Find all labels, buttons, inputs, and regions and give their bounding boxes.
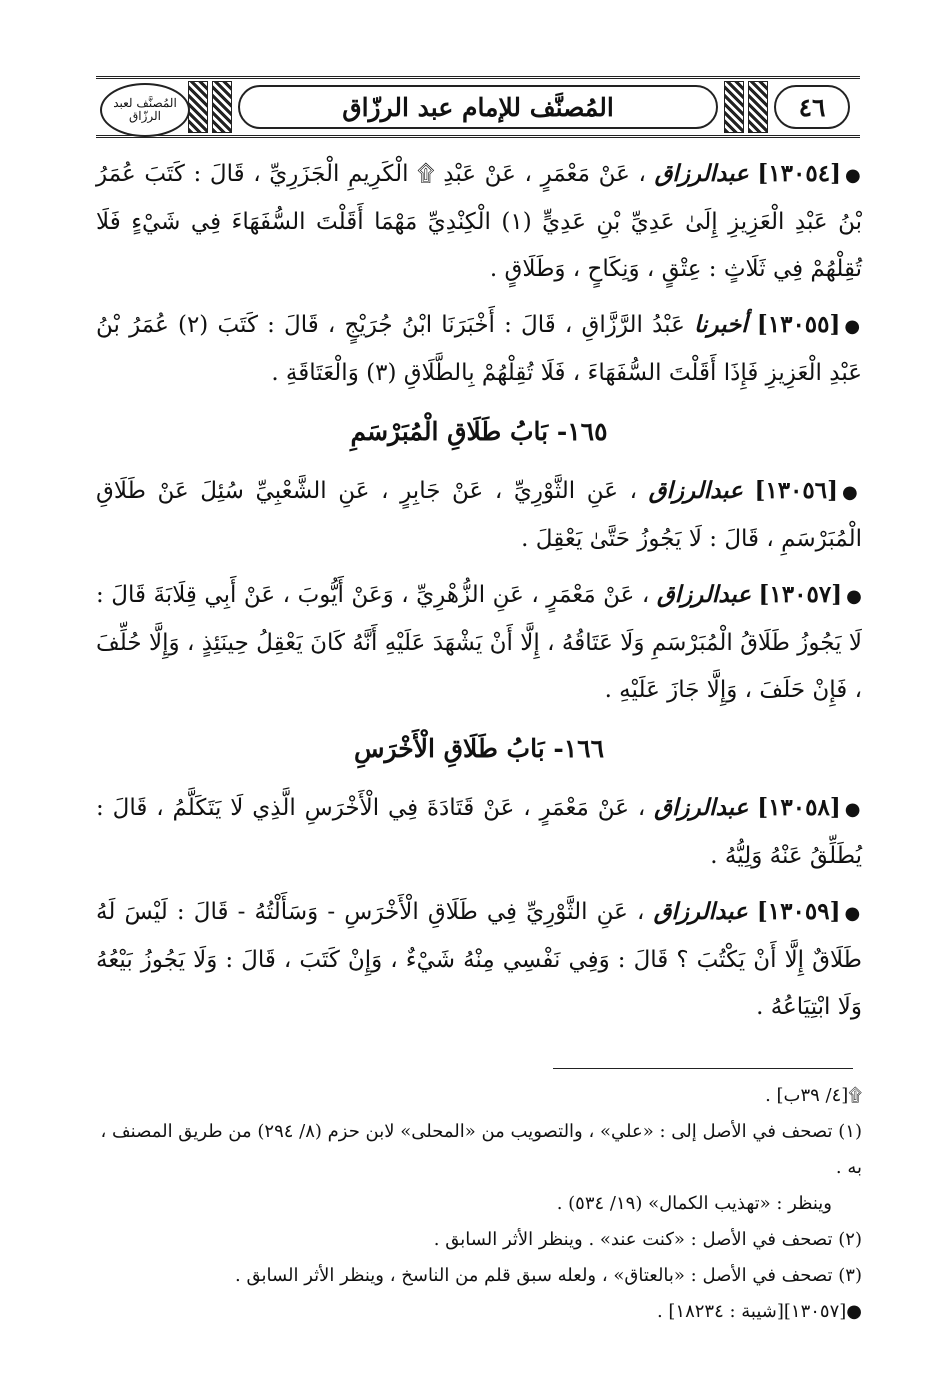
footnotes [96,1078,862,1330]
footnote-2: (٢) تصحف في الأصل : «كنت عند» . وينظر الأثر السابق . [433,1229,862,1250]
hadith-id: [١٣٠٥٩] [756,898,841,925]
hadith-source: عبدالرزاق [648,477,743,504]
hadith-entry [96,888,862,1031]
hadith-source: عبدالرزاق [654,160,749,187]
page-number: ٤٦ [798,92,826,122]
hadith-source: عبدالرزاق [656,581,752,608]
chapter-heading-166: ١٦٦- بَابُ طَلَاقِ الْأَخْرَسِ [353,734,605,763]
bullet-icon: ● [844,903,863,924]
page-number-cartouche [774,85,850,129]
bullet-icon: ● [844,799,863,820]
hadith-entry [96,784,862,880]
cross-reference: ●[١٣٠٥٧][شيبة : ١٨٢٣٤] . [656,1301,862,1322]
hadith-id: [١٣٠٥٧] [758,581,843,608]
hadith-source: عبدالرزاق [654,794,749,821]
bullet-icon: ● [842,482,863,503]
hadith-source: عبدالرزاق [653,898,748,925]
hadith-source: أخبرنا [694,311,748,338]
chapter-heading-165: ١٦٥- بَابُ طَلَاقِ الْمُبَرْسَمِ [350,417,608,446]
hadith-entry [96,571,862,714]
emblem-text: المُصنَّف لعبد الرزّاق [113,96,177,123]
footnote-3: (٣) تصحف في الأصل : «بالعتاق» ، ولعله سبق قلم من الناسخ ، وينظر الأثر السابق . [235,1265,862,1286]
ornament-left-2 [212,81,232,133]
folio-note: ۩[٤/ ٣٩ب] . [765,1085,862,1106]
book-emblem [100,83,190,137]
hadith-text: ، عَنْ مَعْمَرٍ ، عَنْ عَبْدِ ۩ الْكَرِيمِ الْجَزَرِيِّ ، قَالَ : كَتَبَ عُمَرُ بْنُ عَبْدِ الْعَزِيزِ إِلَىٰ عَدِيِّ بْنِ عَدِيٍّ (١) الْكِنْدِيِّ مَهْمَا أَقَلْتَ السُّفَهَاءَ فِي شَيْءٍ فَلَا تُقِلْهُمْ فِي ثَلَاثٍ : عِتْقٍ ، وَنِكَاحٍ ، وَطَلَاقٍ . [96,161,862,282]
hadith-id: [١٣٠٥٦] [754,477,839,504]
hadith-text: عَبْدُ الرَّزَّاقِ ، قَالَ : أَخْبَرَنَا ابْنُ جُرَيْجٍ ، قَالَ : كَتَبَ (٢) عُمَرُ بْنُ عَبْدِ الْعَزِيزِ فَإِذَا أَقَلْتَ السُّفَهَاءَ ، فَلَا تُقِلْهُمْ بِالطَّلَاقِ (٣) وَالْعَتَاقَةِ . [96,312,862,386]
ornament-left [188,81,208,133]
hadith-id: [١٣٠٥٨] [757,794,841,821]
hadith-entry [96,301,862,397]
bullet-icon: ● [844,316,862,337]
hadith-entry [96,150,862,293]
hadith-text: ، عَنْ مَعْمَرٍ ، عَنِ الزُّهْرِيِّ ، وَعَنْ أَيُّوبَ ، عَنْ أَبِي قِلَابَةَ قَالَ : لَا يَجُوزُ طَلَاقُ الْمُبَرْسَمِ وَلَا عَتَاقُهُ ، إِلَّا أَنْ يَشْهَدَ عَلَيْهِ أَنَّهُ كَانَ يَعْقِلُ حِينَئِذٍ ، وَإِلَّا حُلِّفَ ، فَإِنْ حَلَفَ ، وَإِلَّا جَازَ عَلَيْهِ . [96,582,862,703]
running-title: المُصنَّف للإمام عبد الرزّاق [342,92,614,122]
main-text [96,150,862,1039]
footnote-1-continued: وينظر : «تهذيب الكمال» (١٩/ ٥٣٤) . [556,1193,832,1214]
page-header [96,76,860,138]
footnote-1: (١) تصحف في الأصل إلى : «علي» ، والتصويب من «المحلى» لابن حزم (٨/ ٢٩٤) من طريق المصنف ، به . [100,1121,862,1178]
hadith-text: ، عَنِ الثَّوْرِيِّ فِي طَلَاقِ الْأَخْرَسِ - وَسَأَلْتُهُ - قَالَ : لَيْسَ لَهُ طَلَاقٌ إِلَّا أَنْ يَكْتُبَ ؟ قَالَ : وَفِي نَفْسِي مِنْهُ شَيْءٌ ، وَإِنْ كَتَبَ ، قَالَ : وَلَا يَجُوزُ بَيْعُهُ وَلَا ابْتِيَاعُهُ . [96,899,862,1020]
ornament-right [748,81,768,133]
hadith-id: [١٣٠٥٤] [757,160,841,187]
hadith-entry [96,467,862,563]
footnote-divider [553,1068,853,1069]
hadith-text: ، عَنْ مَعْمَرٍ ، عَنْ قَتَادَةَ فِي الْأَخْرَسِ الَّذِي لَا يَتَكَلَّمُ ، قَالَ : يُطَلِّقُ عَنْهُ وَلِيُّهُ . [96,795,862,869]
bullet-icon: ● [844,165,863,186]
hadith-id: [١٣٠٥٥] [756,311,841,338]
ornament-right-2 [724,81,744,133]
bullet-icon: ● [846,586,862,607]
title-cartouche [238,85,718,129]
hadith-text: ، عَنِ الثَّوْرِيِّ ، عَنْ جَابِرٍ ، عَنِ الشَّعْبِيِّ سُئِلَ عَنْ طَلَاقِ الْمُبَرْسَمِ ، قَالَ : لَا يَجُوزُ حَتَّىٰ يَعْقِلَ . [96,478,862,552]
